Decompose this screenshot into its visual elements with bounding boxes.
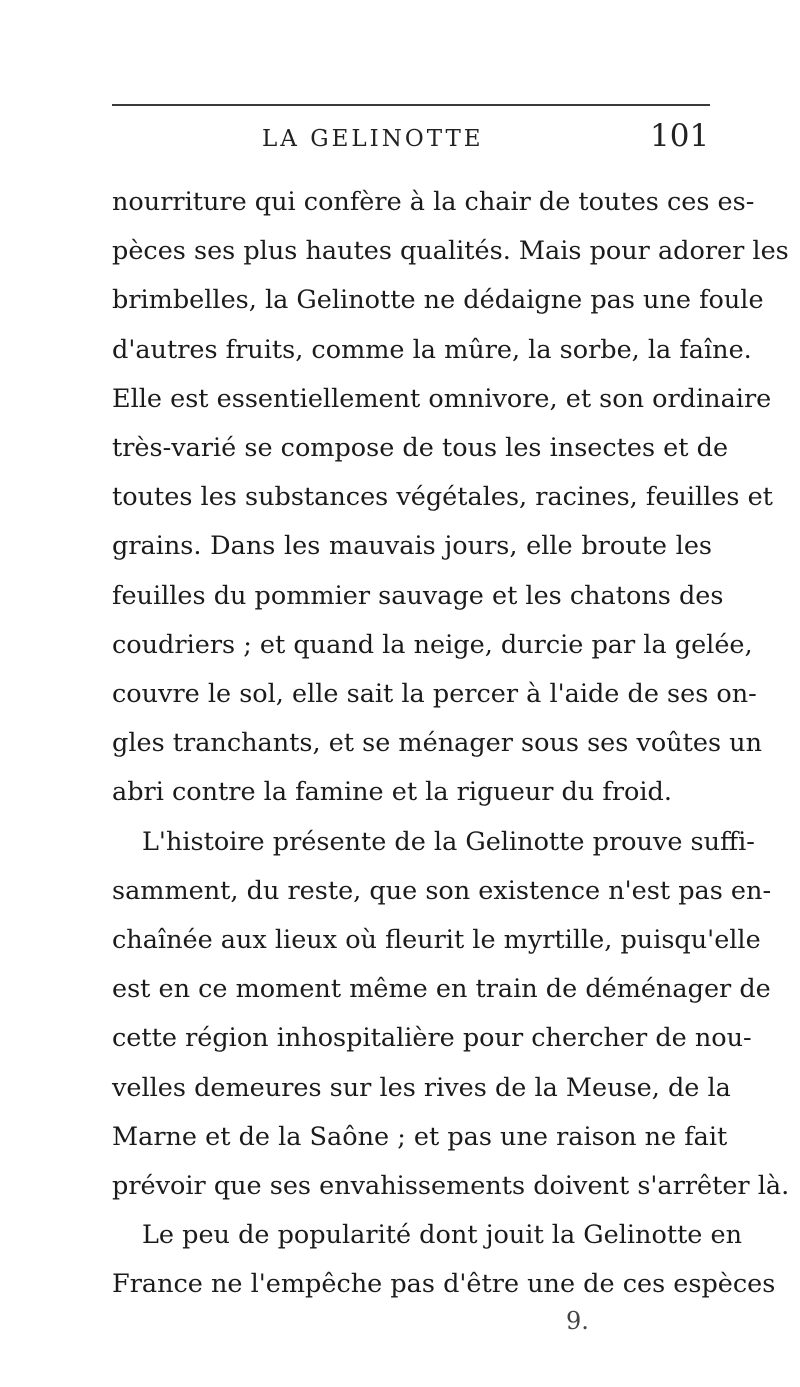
body-text <box>112 178 790 1310</box>
text-line: velles demeures sur les rives de la Meuse, de la <box>112 1072 731 1103</box>
text-line: prévoir que ses envahissements doivent s'arrêter là. <box>112 1171 790 1202</box>
text-line: Elle est essentiellement omnivore, et son ordinaire <box>112 383 772 414</box>
text-line: chaînée aux lieux où fleurit le myrtille, puisqu'elle <box>112 925 761 956</box>
text-line: nourriture qui confère à la chair de toutes ces es- <box>112 187 755 217</box>
text-line: samment, du reste, que son existence n'est pas en- <box>112 875 772 906</box>
signature-mark: 9. <box>566 1307 589 1335</box>
page-number: 101 <box>650 118 710 154</box>
text-line: brimbelles, la Gelinotte ne dédaigne pas une foule <box>112 285 764 316</box>
text-line: France ne l'empêche pas d'être une de ces espèces <box>112 1269 776 1300</box>
text-line: Marne et de la Saône ; et pas une raison ne fait <box>112 1121 728 1152</box>
text-line: toutes les substances végétales, racines, feuilles et <box>112 482 773 513</box>
text-line: coudriers ; et quand la neige, durcie par la gelée, <box>112 629 753 660</box>
text-line: abri contre la famine et la rigueur du froid. <box>112 777 672 808</box>
text-line: cette région inhospitalière pour chercher de nou- <box>112 1023 752 1054</box>
header-rule <box>112 104 710 106</box>
text-line: pèces ses plus hautes qualités. Mais pour adorer les <box>112 236 789 267</box>
text-line: gles tranchants, et se ménager sous ses voûtes un <box>112 728 763 759</box>
text-line: feuilles du pommier sauvage et les chatons des <box>112 580 724 611</box>
text-line: grains. Dans les mauvais jours, elle broute les <box>112 531 712 562</box>
text-line: couvre le sol, elle sait la percer à l'aide de ses on- <box>112 679 757 710</box>
text-line: d'autres fruits, comme la mûre, la sorbe, la faîne. <box>112 334 752 365</box>
text-line: est en ce moment même en train de déménager de <box>112 974 771 1005</box>
text-line: Le peu de popularité dont jouit la Gelinotte en <box>142 1220 743 1251</box>
running-title: LA GELINOTTE <box>262 126 484 152</box>
text-line: très-varié se compose de tous les insectes et de <box>112 433 729 464</box>
text-line: L'histoire présente de la Gelinotte prouve suffi- <box>142 826 755 857</box>
